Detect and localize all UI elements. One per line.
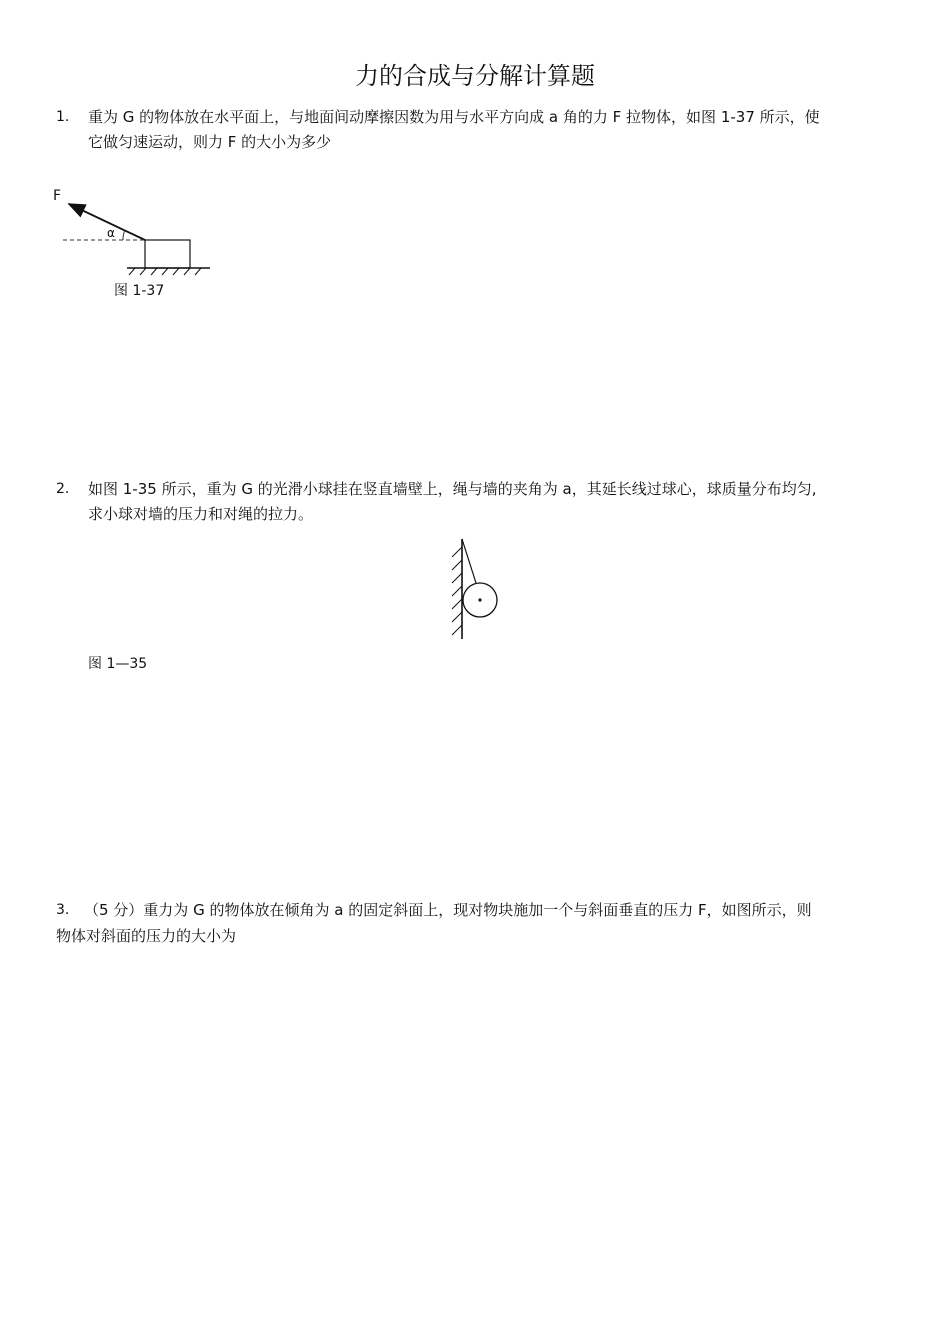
angle-arc [123, 230, 125, 240]
wall-hatching [452, 547, 462, 635]
question-1-text-line-2: 它做匀速运动，则力 F 的大小为多少 [88, 133, 332, 151]
question-3-text-line-1: （5 分）重力为 G 的物体放在倾角为 a 的固定斜面上，现对物块施加一个与斜面垂直的压力 F，如图所示，则 [84, 901, 812, 919]
ground-hatching [129, 268, 201, 275]
question-3-text-line-2: 物体对斜面的压力的大小为 [56, 927, 237, 945]
question-3-number: 3. [56, 902, 70, 918]
figure-1-35-diagram [440, 535, 510, 645]
figure-1-37-caption: 图 1-37 [114, 283, 165, 299]
figure-1-35-caption: 图 1—35 [88, 656, 148, 672]
question-1-number: 1. [56, 109, 70, 125]
question-2-number: 2. [56, 481, 70, 497]
angle-alpha-label: α [107, 226, 115, 240]
question-2-text-line-1: 如图 1-35 所示，重为 G 的光滑小球挂在竖直墙壁上，绳与墙的夹角为 a，其延长线过球心，球质量分布均匀, [88, 480, 817, 498]
block-object [145, 240, 190, 268]
question-1-text-line-1: 重为 G 的物体放在水平面上，与地面间动摩擦因数为用与水平方向成 a 角的力 F 拉物体，如图 1-37 所示，使 [88, 108, 820, 126]
page-title: 力的合成与分解计算题 [355, 62, 595, 90]
rope-line [462, 539, 476, 583]
figure-1-37-diagram [45, 180, 265, 280]
force-f-label: F [53, 188, 62, 204]
question-2-text-line-2: 求小球对墙的压力和对绳的拉力。 [88, 505, 314, 523]
ball-center-dot [478, 598, 481, 601]
